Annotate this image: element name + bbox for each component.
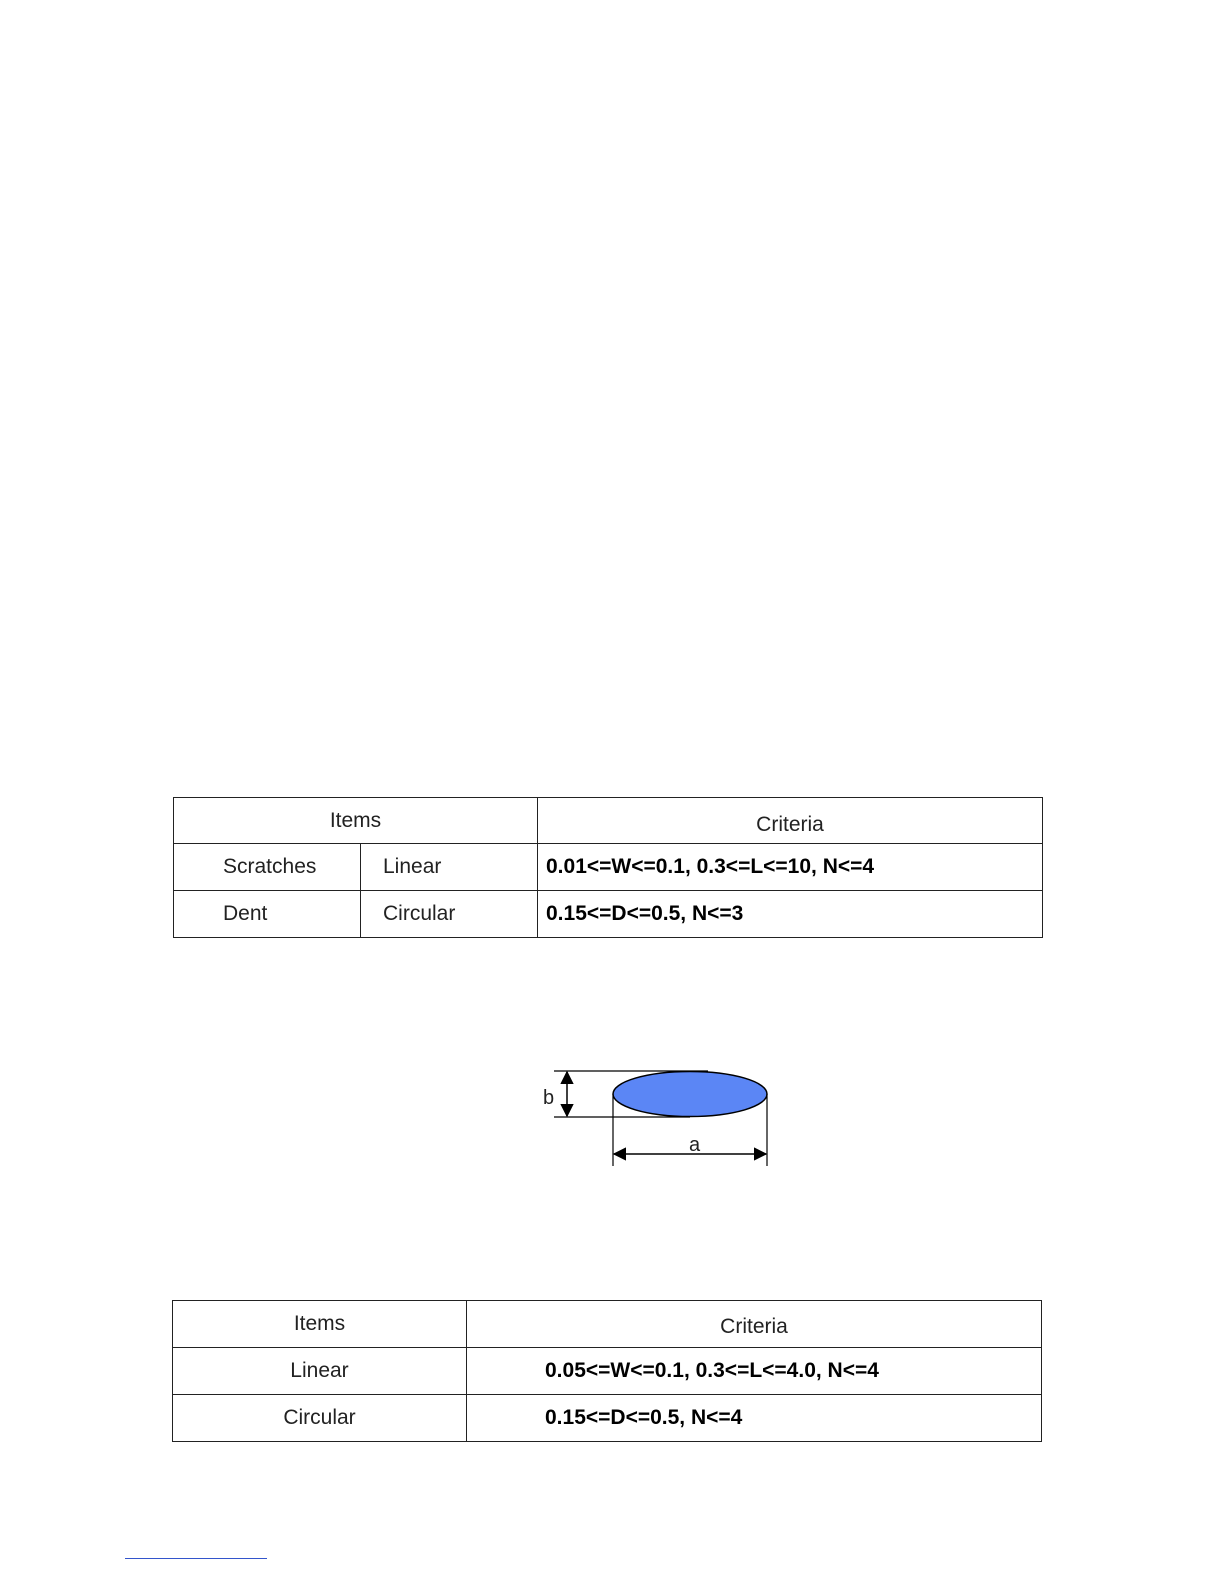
table-header-row xyxy=(173,1301,1042,1348)
defect-criteria-table-1 xyxy=(173,797,1043,938)
defect-category: Dent xyxy=(174,891,361,938)
defect-criteria-table-2 xyxy=(172,1300,1042,1442)
table-row xyxy=(173,1348,1042,1395)
criteria-header: Criteria xyxy=(467,1301,1042,1348)
defect-criteria: 0.15<=D<=0.5, N<=4 xyxy=(467,1395,1042,1442)
criteria-header: Criteria xyxy=(538,798,1043,844)
ellipse-dimension-diagram xyxy=(530,1060,780,1170)
defect-item: Linear xyxy=(173,1348,467,1395)
table-row xyxy=(173,1395,1042,1442)
dimension-label-a: a xyxy=(689,1134,701,1156)
defect-ellipse xyxy=(613,1072,767,1117)
footnote-separator xyxy=(125,1558,267,1559)
defect-criteria: 0.05<=W<=0.1, 0.3<=L<=4.0, N<=4 xyxy=(467,1348,1042,1395)
defect-shape: Circular xyxy=(361,891,538,938)
defect-criteria: 0.15<=D<=0.5, N<=3 xyxy=(538,891,1043,938)
table-header-row xyxy=(174,798,1043,844)
defect-shape: Linear xyxy=(361,844,538,891)
table-row xyxy=(174,844,1043,891)
dimension-label-b: b xyxy=(543,1087,555,1109)
items-header: Items xyxy=(173,1301,467,1348)
items-header: Items xyxy=(174,798,538,844)
table-row xyxy=(174,891,1043,938)
defect-item: Circular xyxy=(173,1395,467,1442)
defect-category: Scratches xyxy=(174,844,361,891)
defect-criteria: 0.01<=W<=0.1, 0.3<=L<=10, N<=4 xyxy=(538,844,1043,891)
